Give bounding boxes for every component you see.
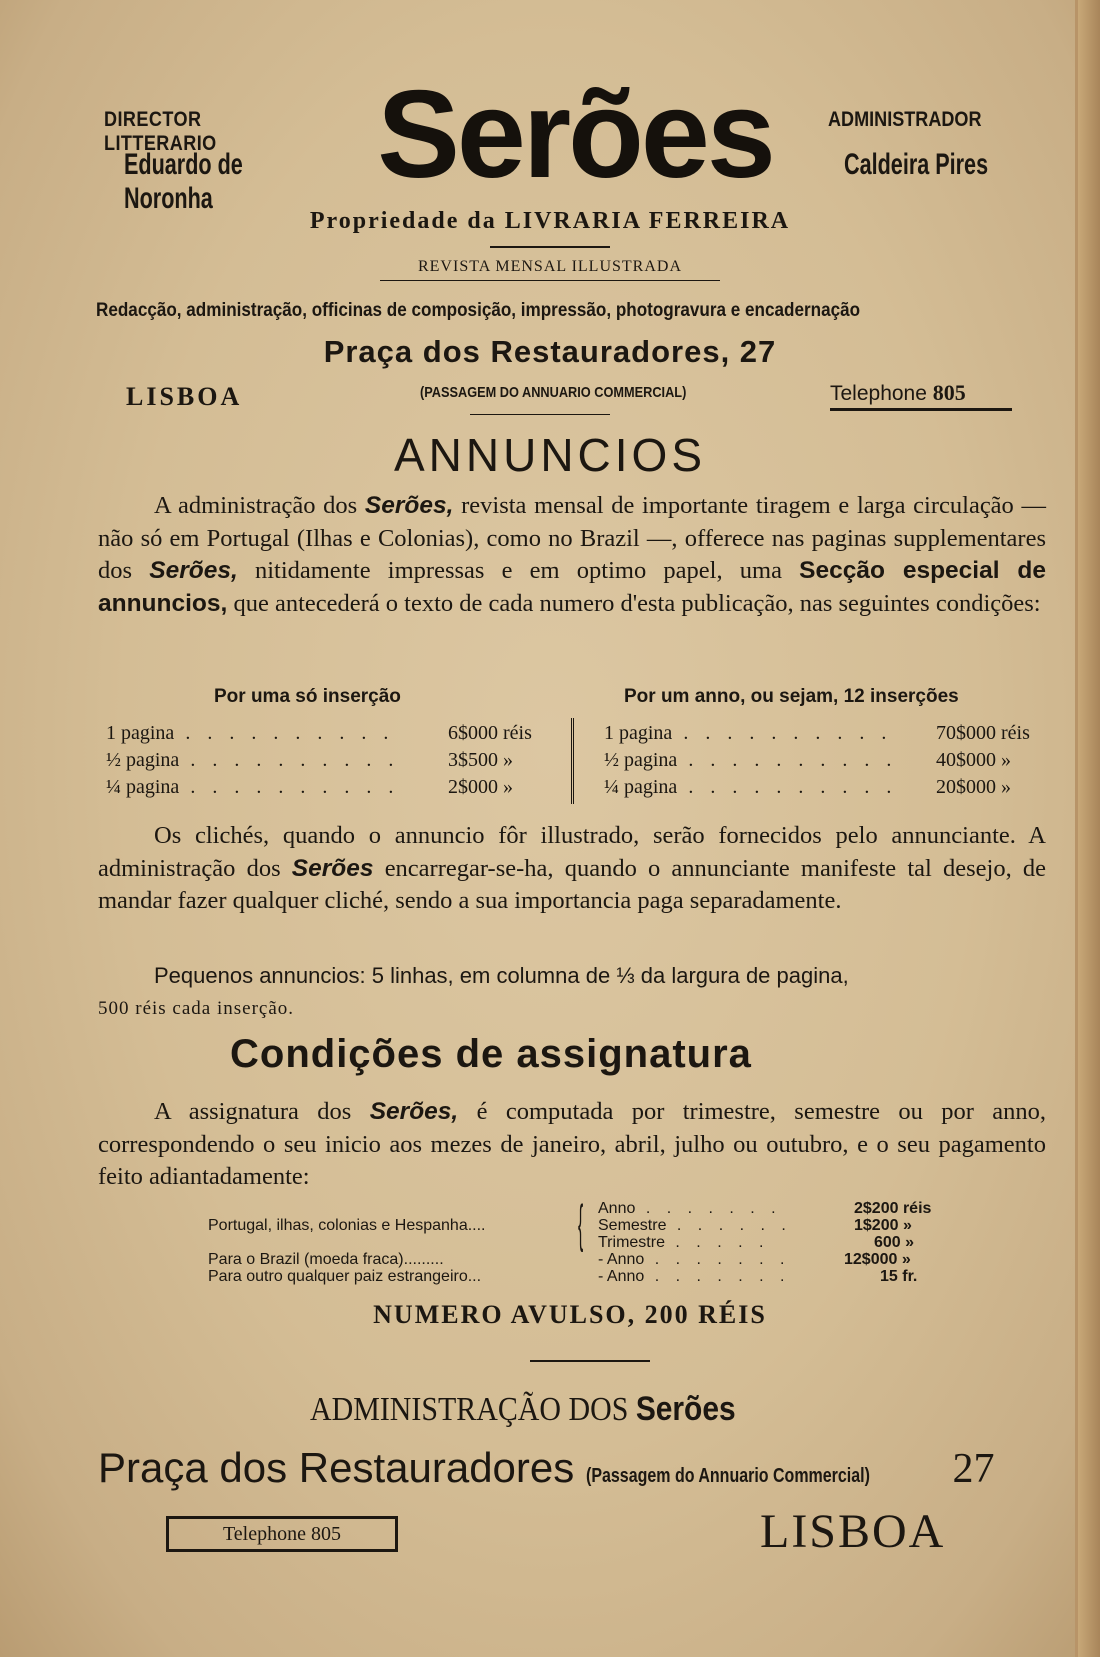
- rate-row: 1 pagina . . . . . . . . . .: [604, 722, 893, 744]
- cliches-text: Os clichés, quando o annuncio fôr illustrado, serão fornecidos pelo annunciante. A administração dos: [98, 822, 1046, 882]
- rate-size: ½ pagina: [106, 749, 180, 771]
- period-anno: Anno . . . . . . .: [598, 1200, 782, 1217]
- seroes-logo-small: Serões: [635, 1390, 736, 1428]
- intro-text: que antecederá o texto de cada numero d'esta publicação, nas seguintes condições:: [233, 589, 1041, 617]
- footer-admin: [310, 1390, 803, 1429]
- divider: [530, 1360, 650, 1362]
- rate-row: ½ pagina . . . . . . . . . .: [604, 749, 898, 771]
- period: Anno: [606, 1251, 645, 1268]
- seroes-name: Serões,: [364, 492, 454, 519]
- period-trimestre: Trimestre . . . . .: [598, 1234, 770, 1251]
- rate-size: ½ pagina: [604, 749, 678, 771]
- page-edge: [1078, 0, 1100, 1657]
- revista-line: REVISTA MENSAL ILLUSTRADA: [417, 258, 682, 275]
- period: Trimestre: [598, 1234, 665, 1251]
- telephone-number: 805: [932, 380, 966, 405]
- rate-row: 1 pagina . . . . . . . . . .: [106, 722, 395, 744]
- city-label: LISBOA: [126, 382, 243, 411]
- cliches-paragraph: [98, 820, 1046, 918]
- address-text: Praça dos Restauradores: [98, 1444, 575, 1491]
- intro-text: nitidamente impressas e em optimo papel, uma: [254, 557, 782, 584]
- period-semestre: Semestre . . . . . .: [598, 1217, 792, 1234]
- rate-size: ¼ pagina: [604, 776, 678, 798]
- price: 1$200 »: [854, 1217, 912, 1234]
- other-label: Para outro qualquer paiz estrangeiro...: [208, 1268, 482, 1285]
- assignatura-title: Condições de assignatura: [230, 1032, 752, 1076]
- address-heading: Praça dos Restauradores, 27: [323, 334, 777, 369]
- administrator-name: Caldeira Pires: [844, 148, 989, 181]
- administrator-label: ADMINISTRADOR: [828, 108, 982, 131]
- price: 12$000 »: [844, 1251, 911, 1268]
- period-anno: - Anno . . . . . . .: [598, 1251, 791, 1268]
- rate-size: 1 pagina: [106, 722, 175, 744]
- divider: [830, 408, 1012, 411]
- annuncios-title: ANNUNCIOS: [393, 429, 707, 481]
- single-insertion-heading: Por uma só inserção: [214, 686, 401, 707]
- assignatura-text: é computada por trimestre, semestre ou por anno, correspondendo o seu inicio aos mezes de janeiro, abril, julho ou outubro, e o seu pagamento feito adiantadamente:: [98, 1098, 1047, 1190]
- rate-price: 6$000 réis: [448, 722, 532, 744]
- passagem-label: (PASSAGEM DO ANNUARIO COMMERCIAL): [420, 384, 687, 401]
- rate-row: ¼ pagina . . . . . . . . . .: [604, 776, 898, 798]
- footer-address: [98, 1444, 1058, 1493]
- intro-text: revista mensal de importante tiragem e larga circulação — não só em Portugal (Ilhas e Colonias), como no Brazil —, offerece nas paginas supplementares dos: [98, 492, 1047, 584]
- rate-price: 3$500 »: [448, 749, 513, 771]
- footer-city: LISBOA: [760, 1505, 946, 1558]
- pequenos-line: 500 réis cada inserção.: [98, 997, 295, 1019]
- brace: {: [578, 1195, 584, 1253]
- assignatura-paragraph: [98, 1096, 1046, 1194]
- annual-insertion-heading: Por um anno, ou sejam, 12 inserções: [624, 686, 959, 707]
- brazil-label: Para o Brazil (moeda fraca).........: [208, 1251, 444, 1268]
- propriedade-line: Propriedade da LIVRARIA FERREIRA: [309, 208, 791, 234]
- portugal-label: Portugal, ilhas, colonias e Hespanha....: [208, 1217, 486, 1234]
- seroes-logo: Serões: [377, 66, 773, 204]
- period: Anno: [598, 1200, 636, 1217]
- rate-price: 70$000 réis: [936, 722, 1030, 744]
- street-number: 27: [952, 1446, 995, 1492]
- seroes-name: Serões,: [149, 557, 238, 584]
- telephone-label: [830, 380, 966, 406]
- price: 15 fr.: [880, 1268, 918, 1285]
- rate-row: ½ pagina . . . . . . . . . .: [106, 749, 400, 771]
- divider: [380, 280, 720, 281]
- rate-price: 2$000 »: [448, 776, 513, 798]
- pequenos-annuncios: [98, 960, 1046, 1025]
- passagem-text: (Passagem do Annuario Commercial): [585, 1465, 870, 1487]
- rate-size: 1 pagina: [604, 722, 673, 744]
- price: 2$200 réis: [854, 1200, 932, 1217]
- rate-price: 20$000 »: [936, 776, 1011, 798]
- intro-text: A administração dos: [154, 492, 358, 519]
- director-name: Eduardo de Noronha: [124, 148, 243, 215]
- period: Anno: [606, 1268, 645, 1285]
- period: Semestre: [598, 1217, 667, 1234]
- footer-telephone: Telephone 805: [166, 1516, 398, 1552]
- column-divider: [571, 718, 574, 804]
- redaccao-line: Redacção, administração, officinas de composição, impressão, photogravura e encadernação: [96, 300, 861, 321]
- rate-price: 40$000 »: [936, 749, 1011, 771]
- seroes-name: Serões: [291, 854, 374, 882]
- rate-size: ¼ pagina: [106, 776, 180, 798]
- price: 600 »: [874, 1234, 915, 1251]
- numero-avulso: NUMERO AVULSO, 200 RÉIS: [373, 1300, 767, 1329]
- period-anno: - Anno . . . . . . .: [598, 1268, 791, 1285]
- divider: [470, 414, 610, 415]
- pequenos-line: Pequenos annuncios: 5 linhas, em columna de ⅓ da largura de pagina,: [154, 963, 849, 988]
- rate-row: ¼ pagina . . . . . . . . . .: [106, 776, 400, 798]
- cliches-text: encarregar-se-ha, quando o annunciante manifeste tal desejo, de mandar fazer qualquer cliché, sendo a sua importancia paga separadamente.: [98, 854, 1046, 914]
- assignatura-text: A assignatura dos: [154, 1098, 352, 1125]
- director-label: DIRECTOR LITTERARIO: [104, 108, 217, 155]
- admin-text: ADMINISTRAÇÃO DOS: [310, 1391, 629, 1428]
- divider: [490, 246, 610, 248]
- telephone-text: Telephone: [830, 382, 927, 405]
- annuncios-intro: [98, 490, 1046, 620]
- seccao-especial: Secção especial de annuncios,: [98, 557, 1046, 617]
- seroes-name: Serões,: [369, 1098, 459, 1125]
